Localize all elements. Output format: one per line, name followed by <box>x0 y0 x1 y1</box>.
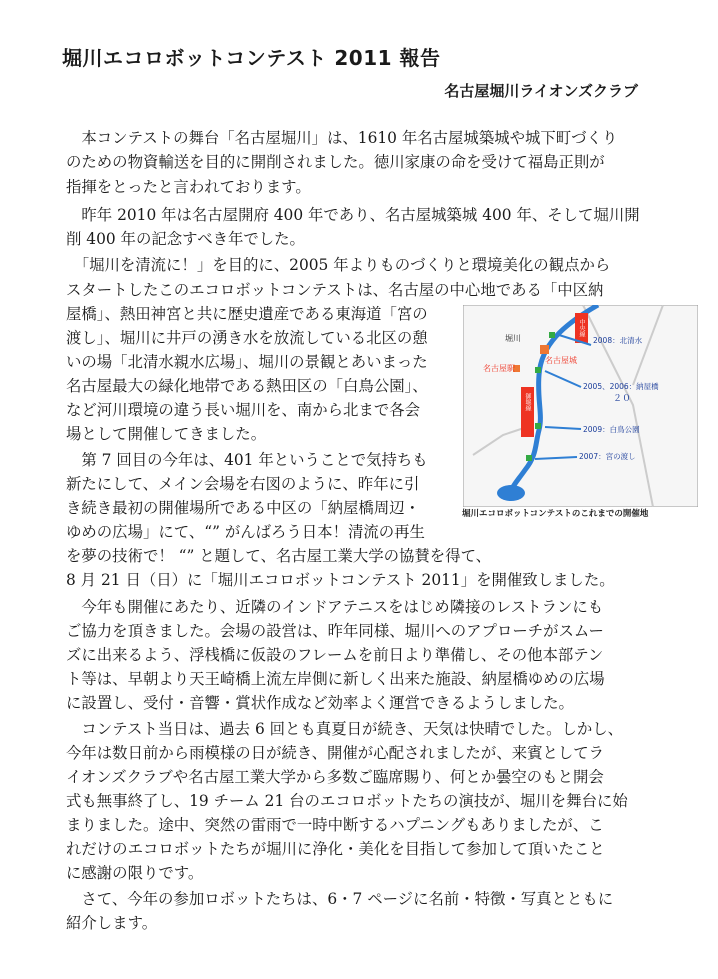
body-line: スタートしたこのエコロボットコンテストは、名古屋の中心地である「中区納 <box>66 281 604 299</box>
body-line: まりました。途中、突然の雷雨で一時中断するハプニングもありましたが、こ <box>66 816 604 834</box>
body-line: いの場「北清水親水広場」、堀川の景観とあいまった <box>66 353 428 371</box>
body-line: ご協力を頂きました。会場の設営は、昨年同様、堀川へのアプローチがスムー <box>66 622 604 640</box>
venue-label: 2009：白鳥公園 <box>583 425 640 434</box>
document-title: 堀川エコロボットコンテスト 2011 報告 <box>62 46 441 70</box>
body-line: に感謝の限りです。 <box>66 864 204 882</box>
body-line: 今年も開催にあたり、近隣のインドアテニスをはじめ隣接のレストランにも <box>66 598 604 616</box>
body-line: 昨年 2010 年は名古屋開府 400 年であり、名古屋城築城 400 年、そして堀川開 <box>66 206 640 224</box>
line-label-2: 御堀線 <box>524 393 531 411</box>
body-line: を夢の技術で！ “” と題して、名古屋工業大学の協賛を得て、 <box>66 547 492 565</box>
body-line: 渡し」、堀川に井戸の湧き水を放流している北区の憩 <box>66 329 428 347</box>
venue-marker <box>549 332 555 338</box>
body-line: 8 月 21 日（日）に「堀川エコロボットコンテスト 2011」を開催致しました。 <box>66 571 615 589</box>
body-line: 紹介します。 <box>66 914 158 932</box>
body-line: 場として開催してきました。 <box>66 425 267 443</box>
body-line: ズに出来るよう、浮桟橋に仮設のフレームを前日より準備し、その他本部テン <box>66 646 604 664</box>
venue-label: ２０ <box>613 394 632 404</box>
body-line: 今年は数日前から雨模様の日が続き、開催が心配されましたが、来賓としてラ <box>66 744 605 762</box>
venue-marker <box>535 367 541 373</box>
venue-marker <box>535 423 541 429</box>
body-line: 指揮をとったと言われております。 <box>66 178 311 196</box>
body-line: 第 7 回目の今年は、401 年ということで気持ちも <box>66 451 428 469</box>
river-mouth <box>497 485 525 501</box>
venue-label: 2005、2006：納屋橋 <box>583 382 659 391</box>
venue-label: 2008：北清水 <box>593 336 643 345</box>
body-line: れだけのエコロボットたちが堀川に浄化・美化を目指して参加して頂いたこと <box>66 840 605 858</box>
venue-marker <box>526 455 532 461</box>
river-label: 堀川 <box>505 334 521 343</box>
body-line: 式も無事終了し、19 チーム 21 台のエコロボットたちの演技が、堀川を舞台に始 <box>66 792 628 810</box>
body-line: 名古屋最大の緑化地帯である熱田区の「白鳥公園」、 <box>66 377 428 395</box>
castle-label: 名古屋城 <box>545 356 577 365</box>
body-line: 屋橋」、熱田神宮と共に歴史遺産である東海道「宮の <box>66 305 428 323</box>
body-line: ト等は、早朝より天王崎橋上流左岸側に新しく出来た施設、納屋橋ゆめの広場 <box>66 670 605 688</box>
body-line: ゆめの広場」にて、“” がんばろう日本！清流の再生 <box>66 523 425 541</box>
map-caption: 堀川エコロボットコンテストのこれまでの開催地 <box>462 509 649 519</box>
line-label-1: 中央線 <box>578 319 585 337</box>
station-label: 名古屋駅 <box>483 364 515 373</box>
body-line: など河川環境の違う長い堀川を、南から北まで各会 <box>66 401 420 419</box>
body-line: 本コンテストの舞台「名古屋堀川」は、1610 年名古屋城築城や城下町づくり <box>66 129 618 147</box>
body-line: に設置し、受付・音響・賞状作成など効率よく運営できるようしました。 <box>66 694 574 712</box>
body-line: コンテスト当日は、過去 6 回とも真夏日が続き、天気は快晴でした。しかし、 <box>66 720 624 738</box>
venue-map <box>463 305 698 507</box>
castle-marker <box>540 345 549 354</box>
body-line: 削 400 年の記念すべき年でした。 <box>66 230 305 248</box>
body-line: さて、今年の参加ロボットたちは、6・7 ページに名前・特徴・写真とともに <box>66 890 614 908</box>
body-line: のための物資輸送を目的に開削されました。徳川家康の命を受けて福島正則が <box>66 153 605 171</box>
venue-label: 2007：宮の渡し <box>579 452 636 461</box>
body-line: 新たにして、メイン会場を右図のように、昨年に引 <box>66 475 420 493</box>
body-line: イオンズクラブや名古屋工業大学から多数ご臨席賜り、何とか曇空のもと開会 <box>66 768 604 786</box>
body-line: 「堀川を清流に！」を目的に、2005 年よりものづくりと環境美化の観点から <box>66 256 611 274</box>
organization-name: 名古屋堀川ライオンズクラブ <box>444 82 638 100</box>
body-line: き続き最初の開催場所である中区の「納屋橋周辺・ <box>66 499 420 517</box>
